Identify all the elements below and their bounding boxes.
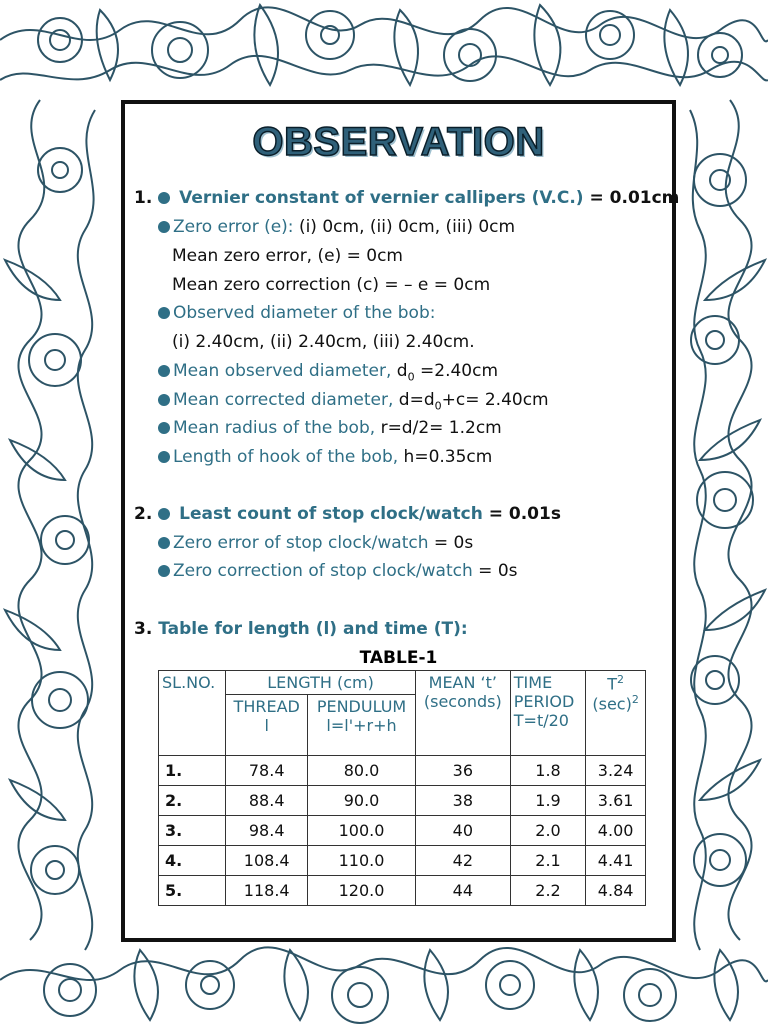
bullet-icon <box>158 307 170 319</box>
header-mean-t: MEAN ‘t’ (seconds) <box>415 671 510 756</box>
bullet-icon <box>158 451 170 463</box>
mean-zero-correction: Mean zero correction (c) = – e = 0cm <box>172 275 491 295</box>
mean-corrected-diameter: Mean corrected diameter, $d=d_0+c= 2.40cm$ <box>158 389 549 417</box>
mean-radius: Mean radius of the bob, r=d/2= 1.2cm <box>158 417 502 439</box>
table-row: 3. 98.4 100.0 40 2.0 4.00 <box>159 816 646 846</box>
observation-card <box>121 100 680 942</box>
table-row: 5. 118.4 120.0 44 2.2 4.84 <box>159 876 646 906</box>
section-3-heading: 3. Table for length (l) and time (T): <box>134 619 468 639</box>
bullet-icon <box>158 394 170 406</box>
header-time-period: TIME PERIOD T=t/20 <box>510 671 585 756</box>
header-t-squared: $T^2$ $(\sec)^2$ <box>586 671 646 756</box>
observed-diameter-values: (i) 2.40cm, (ii) 2.40cm, (iii) 2.40cm. <box>172 332 475 352</box>
bullet-icon <box>158 365 170 377</box>
table-row: 4. 108.4 110.0 42 2.1 4.41 <box>159 846 646 876</box>
header-thread: THREAD l <box>226 695 308 756</box>
header-pendulum: PENDULUM l=l'+r+h <box>308 695 416 756</box>
stop-clock-zero-error: Zero error of stop clock/watch = 0s <box>158 532 473 554</box>
bullet-icon <box>158 537 170 549</box>
observed-diameter-label-line: Observed diameter of the bob: <box>158 302 435 324</box>
bullet-icon <box>158 221 170 233</box>
section-2-least-count: 2. Least count of stop clock/watch = 0.01s <box>134 504 561 524</box>
bullet-icon <box>158 508 170 520</box>
bullet-icon <box>158 192 170 204</box>
section-1-vernier-constant: 1. Vernier constant of vernier callipers (V.C.) = 0.01cm <box>134 188 680 208</box>
hook-length: Length of hook of the bob, h=0.35cm <box>158 446 492 468</box>
observation-table <box>158 670 646 906</box>
mean-observed-diameter: Mean observed diameter, $d_0 =2.40cm$ <box>158 360 498 388</box>
bullet-icon <box>158 565 170 577</box>
table-row: 2. 88.4 90.0 38 1.9 3.61 <box>159 786 646 816</box>
mean-zero-error: Mean zero error, (e) = 0cm <box>172 246 403 266</box>
header-slno: SL.NO. <box>159 671 226 756</box>
page-title: OBSERVATION <box>252 120 545 164</box>
zero-error-line: Zero error (e): (i) 0cm, (ii) 0cm, (iii) 0cm <box>158 216 515 238</box>
bullet-icon <box>158 422 170 434</box>
table-title: TABLE-1 <box>359 648 438 668</box>
stop-clock-zero-correction: Zero correction of stop clock/watch = 0s <box>158 560 518 582</box>
header-length: LENGTH (cm) <box>226 671 416 695</box>
table-row: 1. 78.4 80.0 36 1.8 3.24 <box>159 756 646 786</box>
